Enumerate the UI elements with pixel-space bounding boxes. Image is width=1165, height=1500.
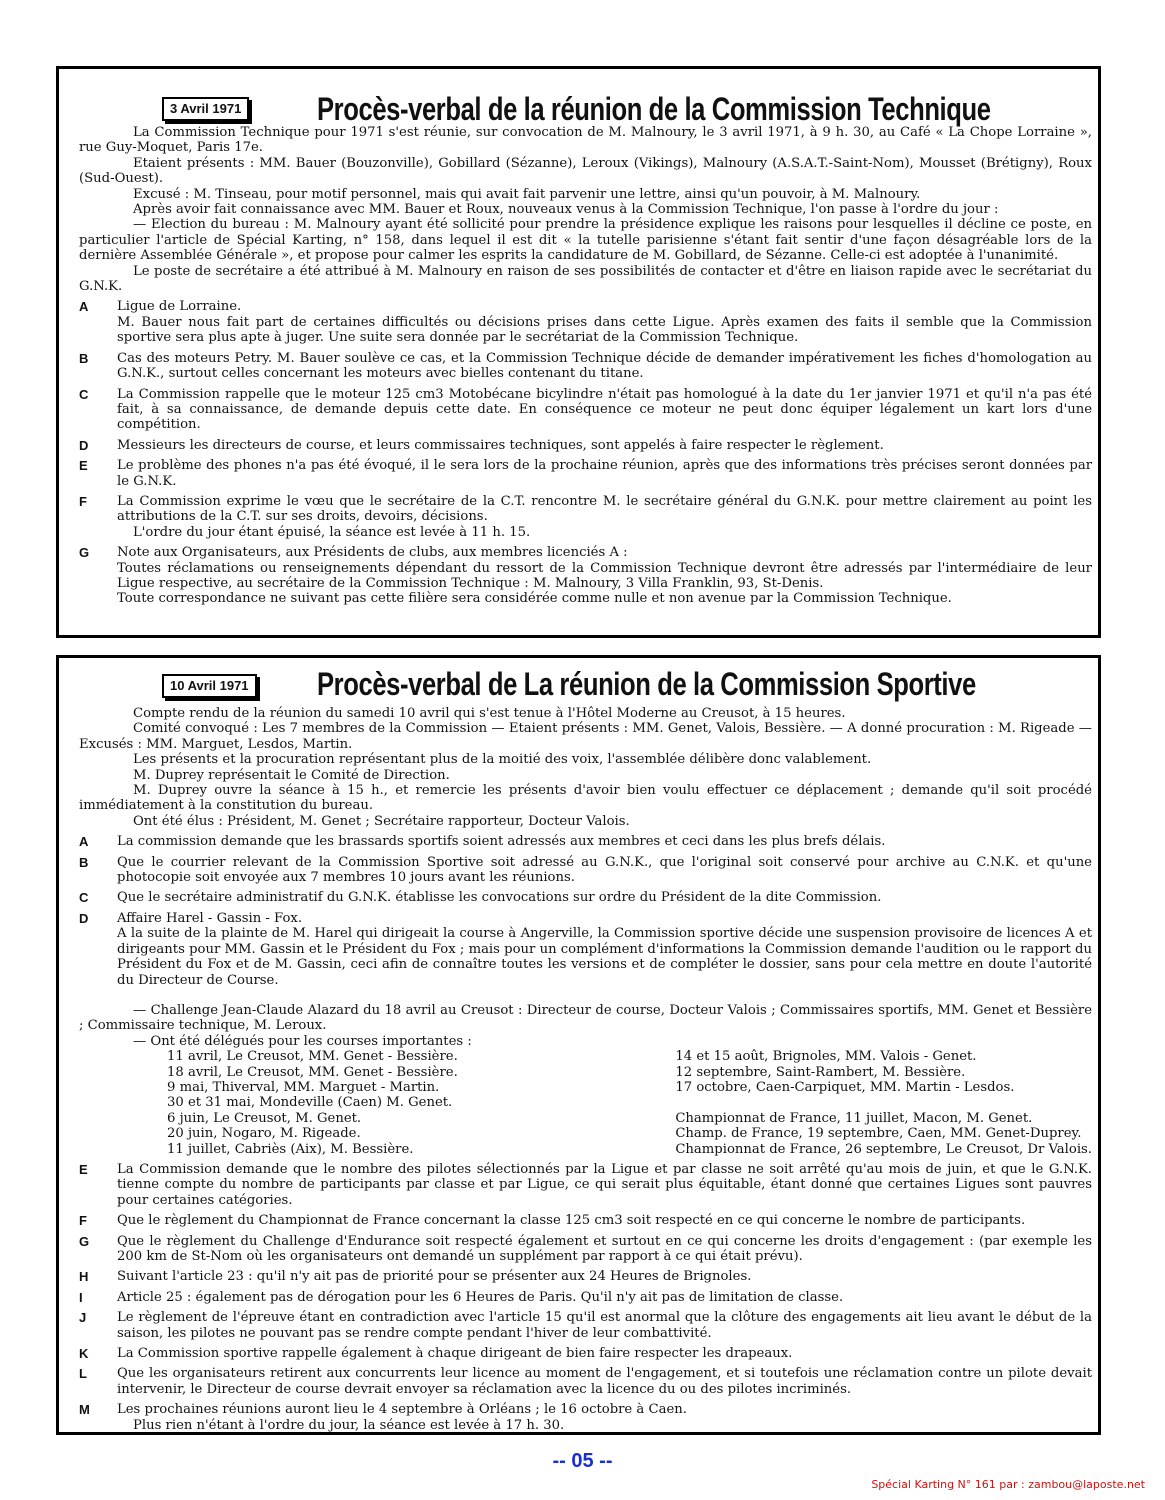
delegate-entry: 30 et 31 mai, Mondeville (Caen) M. Genet. — [167, 1095, 453, 1111]
item-text: Ligue de Lorraine. — [117, 299, 242, 315]
delegates-column-left — [139, 1049, 675, 1157]
report-body — [59, 125, 1098, 607]
item-letter: A — [79, 834, 89, 850]
item-text: La Commission sportive rappelle également à chaque dirigeant de bien faire respecter les drapeaux. — [117, 1346, 793, 1362]
item-letter: D — [79, 910, 89, 926]
delegate-entry: 12 septembre, Saint-Rambert, M. Bessière. — [675, 1064, 966, 1080]
item-text: Les prochaines réunions auront lieu le 4 septembre à Orléans ; le 16 octobre à Caen. — [117, 1402, 687, 1418]
agenda-item — [79, 855, 1092, 886]
agenda-item — [79, 890, 1092, 905]
item-text: Le problème des phones n'a pas été évoqué, il le sera lors de la prochaine réunion, après que des informations très précises seront données par le G.N.K. — [117, 458, 1092, 489]
delegate-entry: 14 et 15 août, Brignoles, MM. Valois - Genet. — [675, 1049, 977, 1065]
delegate-entry: 20 juin, Nogaro, M. Rigeade. — [167, 1126, 361, 1142]
paragraph: Les présents et la procuration représentant plus de la moitié des voix, l'assemblée délibère donc valablement. — [133, 752, 872, 768]
agenda-item — [79, 458, 1092, 489]
agenda-item — [79, 834, 1092, 849]
item-letter: F — [79, 493, 87, 509]
item-text: M. Bauer nous fait part de certaines difficultés ou décisions prises dans cette Ligue. Après examen des faits il semble que la Commission sportive sera plus apte à juger. Une suite sera donnée par le secrétariat de la Commission Technique. — [117, 314, 1092, 346]
item-letter: F — [79, 1213, 87, 1229]
item-text: Que le secrétaire administratif du G.N.K. établisse les convocations sur ordre du Président de la dite Commission. — [117, 890, 882, 906]
agenda-item — [79, 1402, 1092, 1433]
item-text: Toutes réclamations ou renseignements dépendant du ressort de la Commission Technique devront être adressés par l'intermédiaire de leur Ligue respective, au secrétaire de la Commission Technique : M. Malnoury, 3 Villa Franklin, 93, St-Denis. — [117, 560, 1092, 591]
item-text: L'ordre du jour étant épuisé, la séance est levée à 11 h. 15. — [133, 524, 531, 540]
agenda-item — [79, 387, 1092, 433]
item-letter: C — [79, 890, 89, 906]
agenda-item — [79, 1213, 1092, 1228]
agenda-item — [79, 1366, 1092, 1397]
delegate-entry: 18 avril, Le Creusot, MM. Genet - Bessière. — [167, 1064, 458, 1080]
paragraph: Compte rendu de la réunion du samedi 10 avril qui s'est tenue à l'Hôtel Moderne au Creusot, à 15 heures. — [133, 706, 846, 721]
item-text: Cas des moteurs Petry. M. Bauer soulève ce cas, et la Commission Technique décide de demander impérativement les fiches d'homologation au G.N.K., surtout celles concernant les moteurs avec bielles contenant du titane. — [117, 350, 1092, 382]
item-letter: H — [79, 1269, 89, 1285]
spacer — [79, 988, 1092, 1003]
challenge-paragraph: — Challenge Jean-Claude Alazard du 18 avril au Creusot : Directeur de course, Docteur Valois ; Commissaires sportifs, MM. Genet et Bessière ; Commissaire technique, M. Leroux. — [79, 1002, 1092, 1034]
item-letter: L — [79, 1366, 87, 1382]
agenda-item — [79, 494, 1092, 540]
paragraph: M. Duprey représentait le Comité de Direction. — [133, 767, 450, 783]
paragraph: — Election du bureau : M. Malnoury ayant été sollicité pour prendre la présidence explique les raisons pour lesquelles il décline ce poste, en particulier l'article de Spécial Karting, n° 158, dans lequel il est dit « la tutelle parisienne s'étant fait sentir d'une façon désagréable lors de la dernière Assemblée Générale », et propose pour calmer les esprits la candidature de M. Gobillard, de Sézanne. Celle-ci est adoptée à l'unanimité. — [79, 217, 1092, 264]
item-text: Que les organisateurs retirent aux concurrents leur licence au moment de l'engagement, et si toutefois une réclamation contre un pilote devait intervenir, le Directeur de course devrait envoyer sa réclamation avec la licence du ou des pilotes incriminés. — [117, 1366, 1092, 1397]
report-header — [59, 69, 1098, 125]
item-letter: I — [79, 1289, 83, 1305]
item-text: Que le règlement du Challenge d'Endurance soit respecté également et surtout en ce qui concerne les droits d'engagement : (par exemple les 200 km de St-Nom où les organisateurs ont demandé un supplément par rapport à ce qui était prévu). — [117, 1233, 1092, 1264]
report-title: Procès-verbal de La réunion de la Commission Sportive — [317, 666, 976, 702]
agenda-item — [79, 438, 1092, 453]
item-text: Messieurs les directeurs de course, et leurs commissaires techniques, sont appelés à faire respecter le règlement. — [117, 437, 884, 453]
agenda-item — [79, 1310, 1092, 1341]
agenda-item — [79, 545, 1092, 607]
paragraph: La Commission Technique pour 1971 s'est réunie, sur convocation de M. Malnoury, le 3 avril 1971, à 9 h. 30, au Café « La Chope Lorraine », rue Guy-Moquet, Paris 17e. — [79, 125, 1092, 156]
paragraph: Après avoir fait connaissance avec MM. Bauer et Roux, nouveaux venus à la Commission Technique, l'on passe à l'ordre du jour : — [133, 202, 999, 218]
item-text: La commission demande que les brassards sportifs soient adressés aux membres et ceci dans les plus brefs délais. — [117, 834, 886, 850]
agenda-item — [79, 299, 1092, 345]
agenda-item — [79, 1269, 1092, 1284]
agenda-item — [79, 1346, 1092, 1361]
item-text: Article 25 : également pas de dérogation pour les 6 Heures de Paris. Qu'il n'y ait pas de limitation de classe. — [117, 1289, 844, 1305]
delegate-entry: Champ. de France, 19 septembre, Caen, MM. Genet-Duprey. — [675, 1126, 1082, 1142]
delegate-entry: 11 avril, Le Creusot, MM. Genet - Bessière. — [167, 1049, 458, 1065]
item-letter: G — [79, 1233, 90, 1249]
item-text: La Commission exprime le vœu que le secrétaire de la C.T. rencontre M. le secrétaire général du G.N.K. pour mettre clairement au point les attributions de la C.T. sur ses droits, devoirs, décisions. — [117, 493, 1092, 525]
agenda-item — [79, 351, 1092, 382]
sporting-commission-report — [56, 655, 1101, 1435]
delegate-entry — [675, 1095, 1092, 1110]
agenda-item — [79, 1234, 1092, 1265]
item-letter: J — [79, 1310, 87, 1326]
item-letter: E — [79, 1161, 88, 1177]
delegate-entry: 17 octobre, Caen-Carpiquet, MM. Martin - Lesdos. — [675, 1079, 1015, 1095]
item-text: Que le règlement du Championnat de France concernant la classe 125 cm3 soit respecté en ce qui concerne le nombre de participants. — [117, 1213, 1026, 1229]
delegate-entry: 11 juillet, Cabriès (Aix), M. Bessière. — [167, 1141, 414, 1157]
paragraph: Etaient présents : MM. Bauer (Bouzonville), Gobillard (Sézanne), Leroux (Vikings), Malnoury (A.S.A.T.-Saint-Nom), Mousset (Brétigny), Roux (Sud-Ouest). — [79, 155, 1092, 187]
technical-commission-report — [56, 66, 1101, 638]
item-letter: M — [79, 1402, 90, 1418]
paragraph: Le poste de secrétaire a été attribué à M. Malnoury en raison de ses possibilités de contacter et d'être en liaison rapide avec le secrétariat du G.N.K. — [79, 263, 1092, 295]
agenda-item — [79, 1162, 1092, 1208]
paragraph: Excusé : M. Tinseau, pour motif personnel, mais qui avait fait parvenir une lettre, ainsi qu'un pouvoir, à M. Malnoury. — [133, 186, 921, 202]
report-title: Procès-verbal de la réunion de la Commission Technique — [317, 91, 991, 127]
delegate-entry: 9 mai, Thiverval, MM. Marguet - Martin. — [167, 1079, 440, 1095]
delegates-intro: — Ont été délégués pour les courses importantes : — [133, 1033, 472, 1049]
item-letter: B — [79, 350, 89, 366]
item-letter: D — [79, 437, 89, 453]
item-letter: C — [79, 386, 89, 402]
footer-credit: Spécial Karting N° 161 par : zambou@laposte.net — [871, 1478, 1145, 1491]
paragraph: Ont été élus : Président, M. Genet ; Secrétaire rapporteur, Docteur Valois. — [133, 813, 630, 829]
item-text: A la suite de la plainte de M. Harel qui dirigeait la course à Angerville, la Commission sportive décide une suspension provisoire de licences A et dirigeants pour MM. Gassin et le Président du Fox ; mais pour un complément d'informations la Commission demande l'audition ou le rapport du Président du Fox et de M. Gassin, ceci afin de connaître toutes les versions et de compléter le dossier, sans pour cela mettre en doute l'autorité du Directeur de Course. — [117, 926, 1092, 988]
item-text: Le règlement de l'épreuve étant en contradiction avec l'article 15 qu'il est anormal que la clôture des engagements ait lieu avant le début de la saison, les pilotes ne pouvant pas se rendre compte pendant l'hiver de leur combattivité. — [117, 1310, 1092, 1341]
report-date: 10 Avril 1971 — [162, 674, 257, 698]
delegate-entry: Championnat de France, 11 juillet, Macon, M. Genet. — [675, 1110, 1033, 1126]
item-text: Affaire Harel - Gassin - Fox. — [117, 910, 303, 926]
page-number: -- 05 -- — [552, 1450, 613, 1472]
item-text: Plus rien n'étant à l'ordre du jour, la séance est levée à 17 h. 30. — [133, 1417, 565, 1433]
delegates-column-right — [675, 1049, 1092, 1157]
delegates-list — [79, 1049, 1092, 1157]
delegate-entry: Championnat de France, 26 septembre, Le Creusot, Dr Valois. — [675, 1141, 1092, 1157]
delegate-entry: 6 juin, Le Creusot, M. Genet. — [167, 1110, 362, 1126]
agenda-item — [79, 1290, 1092, 1305]
paragraph: Comité convoqué : Les 7 membres de la Commission — Etaient présents : MM. Genet, Valois, Bessière. — A donné procuration : M. Rigeade — Excusés : MM. Marguet, Lesdos, Martin. — [79, 721, 1092, 752]
item-text: Toute correspondance ne suivant pas cette filière sera considérée comme nulle et non avenue par la Commission Technique. — [117, 591, 952, 607]
item-text: La Commission demande que le nombre des pilotes sélectionnés par la Ligue et par classe ne soit arrêté qu'au mois de juin, et que le G.N.K. tienne compte du nombre de participants par classe et par Ligue, ce qui serait plus équitable, étant donné que certaines Ligues sont pauvres pour certaines catégories. — [117, 1161, 1092, 1208]
item-text: Que le courrier relevant de la Commission Sportive soit adressé au G.N.K., que l'original soit conservé pour archive au C.N.K. et qu'une photocopie soit envoyée aux 7 membres 10 jours avant les réunions. — [117, 854, 1092, 886]
item-letter: A — [79, 299, 89, 315]
report-date: 3 Avril 1971 — [162, 97, 249, 121]
item-text: La Commission rappelle que le moteur 125 cm3 Motobécane bicylindre n'était pas homologué à la date du 1er janvier 1971 et qu'il n'a pas été fait, à sa connaissance, de demande depuis cette date. En conséquence ce moteur ne peut donc équiper légalement un kart lors d'une compétition. — [117, 386, 1092, 433]
item-text: Suivant l'article 23 : qu'il n'y ait pas de priorité pour se présenter aux 24 Heures de Brignoles. — [117, 1269, 752, 1285]
report-body — [59, 706, 1098, 1433]
item-letter: E — [79, 458, 88, 474]
item-letter: B — [79, 854, 89, 870]
item-text: Note aux Organisateurs, aux Présidents de clubs, aux membres licenciés A : — [117, 545, 628, 561]
item-letter: G — [79, 545, 90, 561]
agenda-item — [79, 911, 1092, 988]
item-letter: K — [79, 1346, 89, 1362]
paragraph: M. Duprey ouvre la séance à 15 h., et remercie les présents d'avoir bien voulu effectuer ce déplacement ; demande qu'il soit procédé immédiatement à la constitution du bureau. — [79, 783, 1092, 814]
